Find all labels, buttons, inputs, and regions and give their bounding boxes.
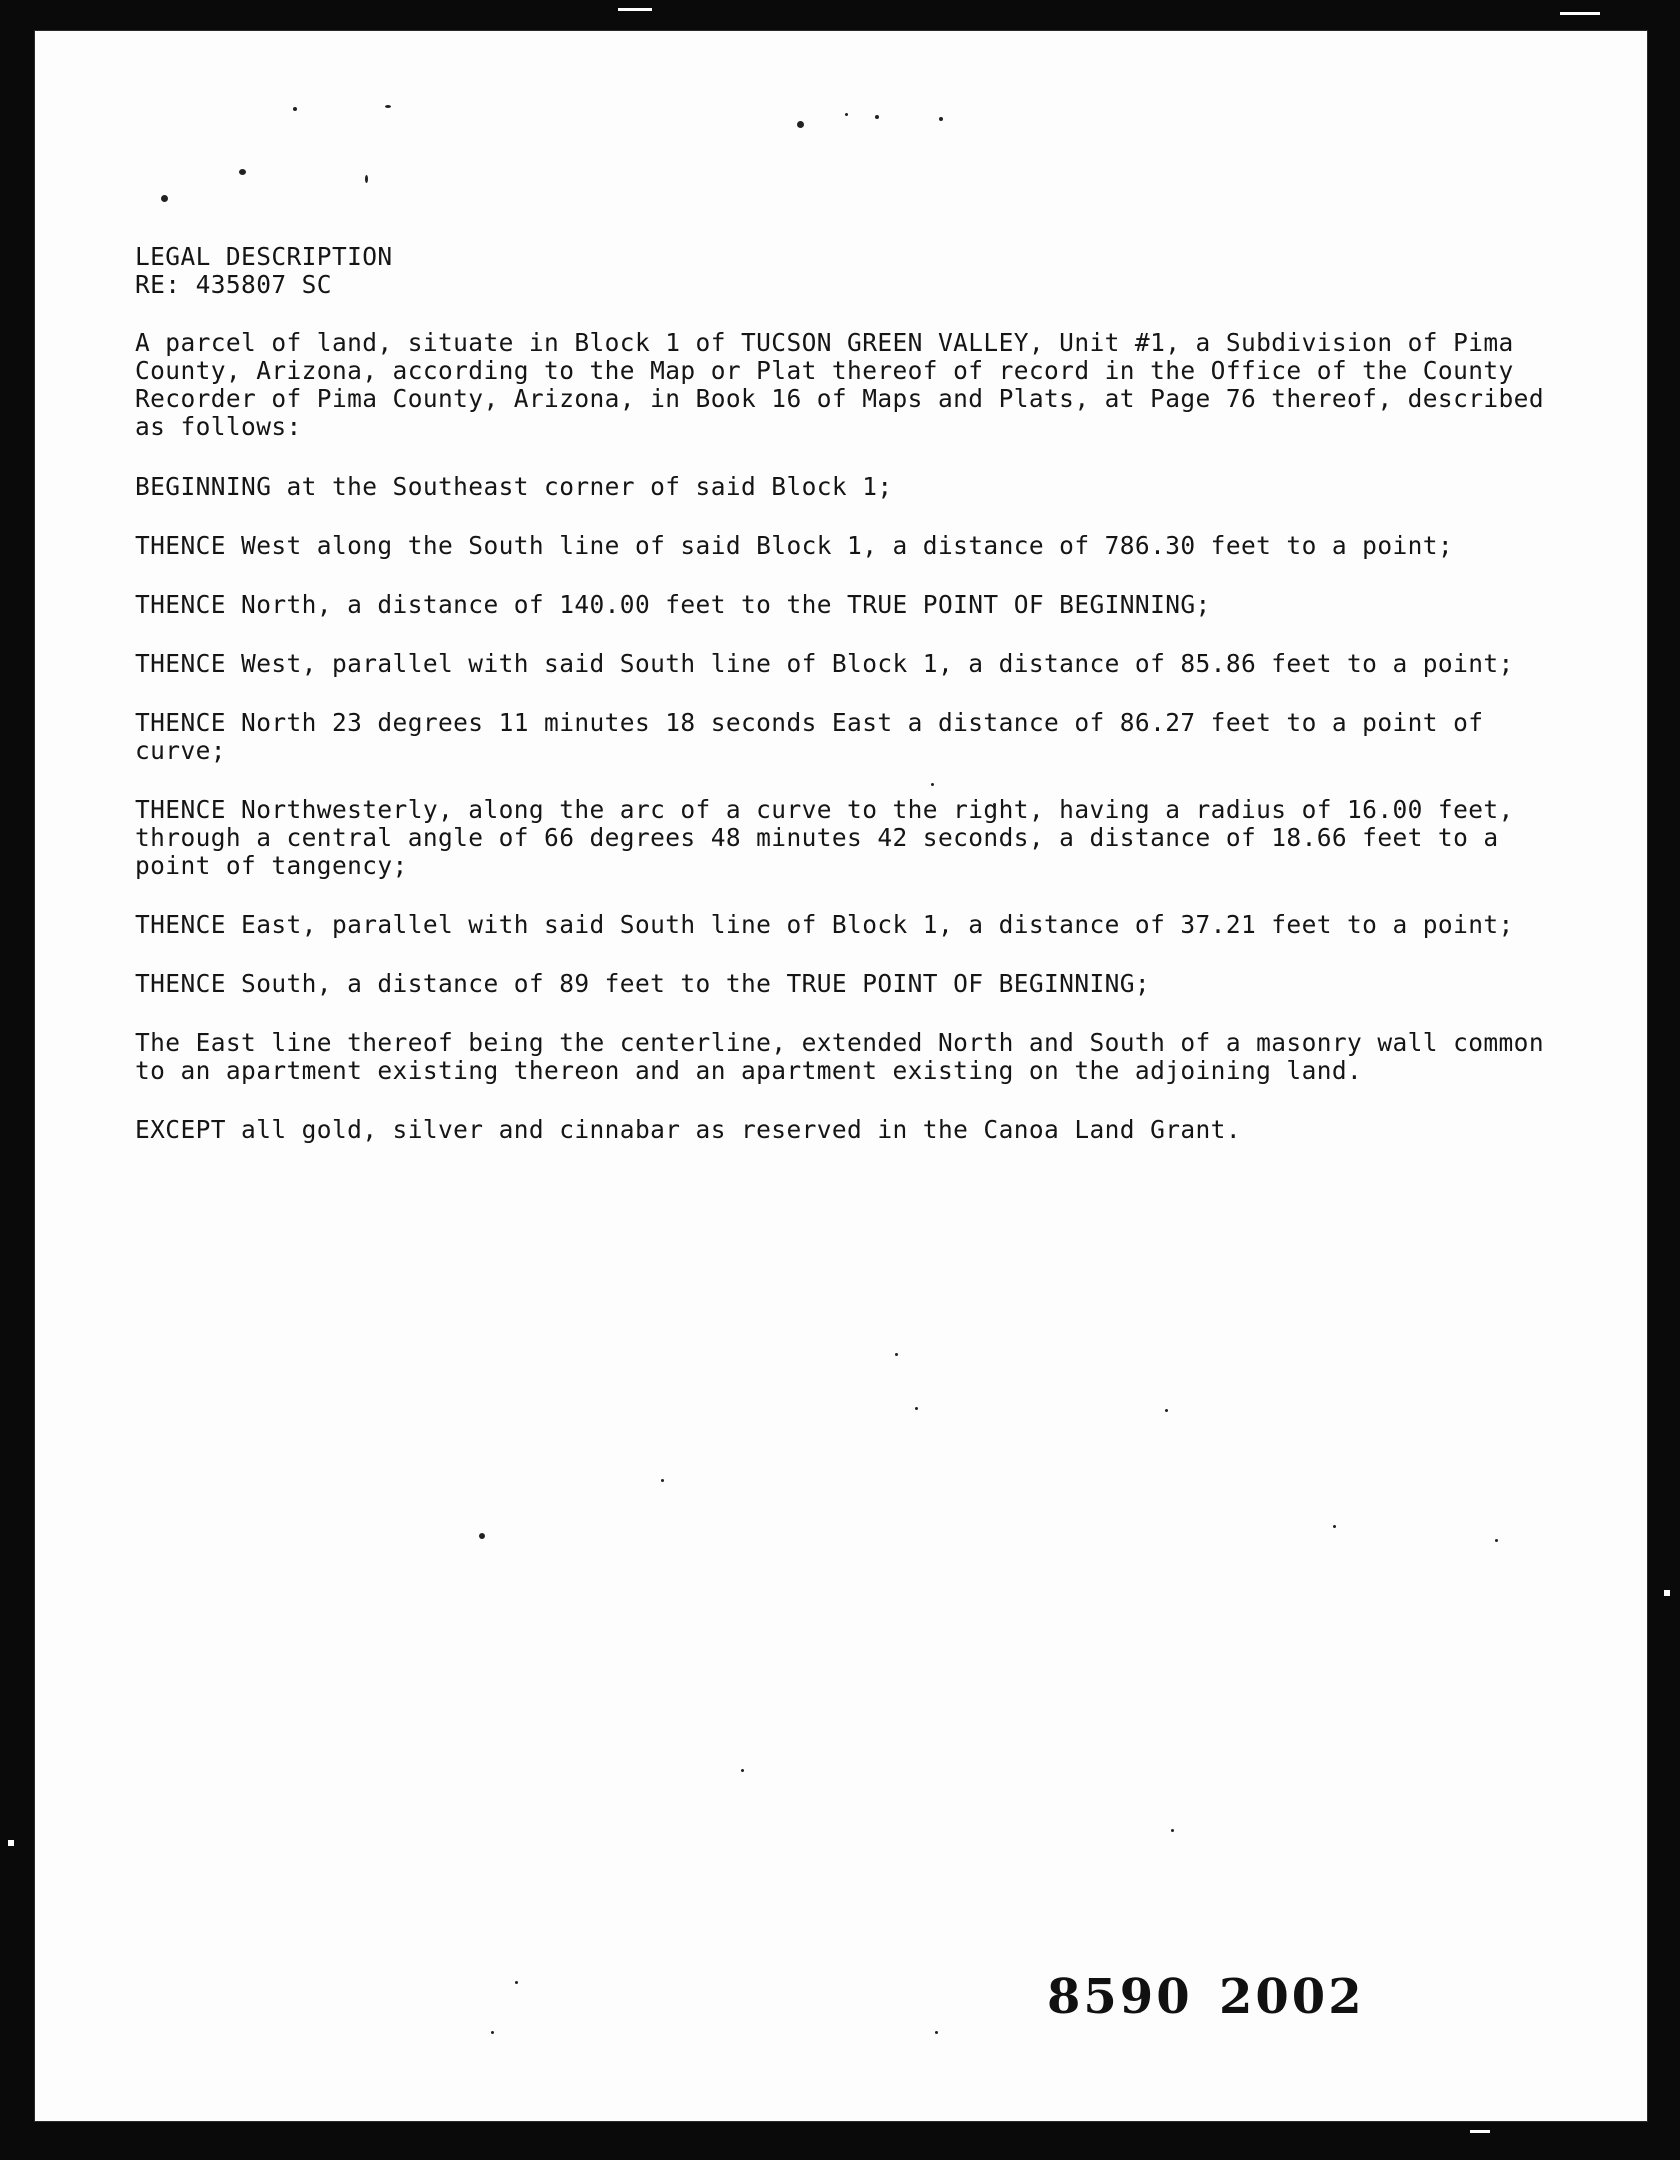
scan-speck [915,1407,918,1410]
scan-speck [939,117,943,121]
course-paragraph: THENCE North, a distance of 140.00 feet to the TRUE POINT OF BEGINNING; [135,590,1211,619]
scan-speck [1165,1409,1168,1412]
east-line-paragraph: The East line thereof being the centerline, extended North and South of a masonry wall common to an apartment existing thereon and an apartment existing on the adjoining land. [135,1028,1544,1085]
scan-speck [1333,1525,1336,1528]
scan-speck [293,107,297,111]
scan-speck [161,195,168,202]
course-paragraph: THENCE West along the South line of said Block 1, a distance of 786.30 feet to a point; [135,531,1454,560]
course-paragraph: THENCE South, a distance of 89 feet to the TRUE POINT OF BEGINNING; [135,969,1151,998]
scan-edge-mark [1470,2130,1490,2133]
page-number: 2002 [1219,1969,1365,2025]
scan-edge-mark [8,1840,14,1846]
beginning-paragraph: BEGINNING at the Southeast corner of said Block 1; [135,472,893,501]
document-heading: LEGAL DESCRIPTION [135,242,393,271]
scan-speck [491,2031,494,2034]
scan-speck [741,1769,744,1772]
scan-speck [935,2031,938,2034]
scan-edge-mark [618,8,652,11]
document-page [34,30,1648,2122]
scan-speck [845,113,848,116]
legal-description-body [135,243,1555,1175]
scan-speck [661,1479,664,1482]
course-paragraph: THENCE North 23 degrees 11 minutes 18 seconds East a distance of 86.27 feet to a point of curve; [135,708,1484,765]
scan-speck [385,105,391,108]
scan-speck [365,175,368,183]
scan-speck [797,121,804,128]
reference-number: RE: 435807 SC [135,270,332,299]
course-paragraph: THENCE East, parallel with said South line of Block 1, a distance of 37.21 feet to a point; [135,910,1514,939]
scan-speck [1171,1829,1174,1832]
scan-speck [239,169,246,175]
scan-speck [895,1353,898,1356]
scan-speck [1495,1539,1498,1542]
scan-edge-mark [1664,1590,1670,1596]
document-number: 8590 [1047,1969,1193,2025]
scan-speck [875,115,879,119]
exception-paragraph: EXCEPT all gold, silver and cinnabar as reserved in the Canoa Land Grant. [135,1115,1241,1144]
parcel-description-paragraph: A parcel of land, situate in Block 1 of TUCSON GREEN VALLEY, Unit #1, a Subdivision of Pima County, Arizona, according to the Map or Plat thereof of record in the Office of the County Recorder of Pima County, Arizona, in Book 16 of Maps and Plats, at Page 76 thereof, described as follows: [135,328,1544,441]
scan-speck [515,1981,518,1984]
scan-speck [479,1533,485,1539]
scan-edge-mark [1560,12,1600,15]
course-paragraph: THENCE Northwesterly, along the arc of a curve to the right, having a radius of 16.00 feet, through a central angle of 66 degrees 48 minutes 42 seconds, a distance of 18.66 feet to a point of tangency; [135,795,1514,880]
course-paragraph: THENCE West, parallel with said South line of Block 1, a distance of 85.86 feet to a point; [135,649,1514,678]
